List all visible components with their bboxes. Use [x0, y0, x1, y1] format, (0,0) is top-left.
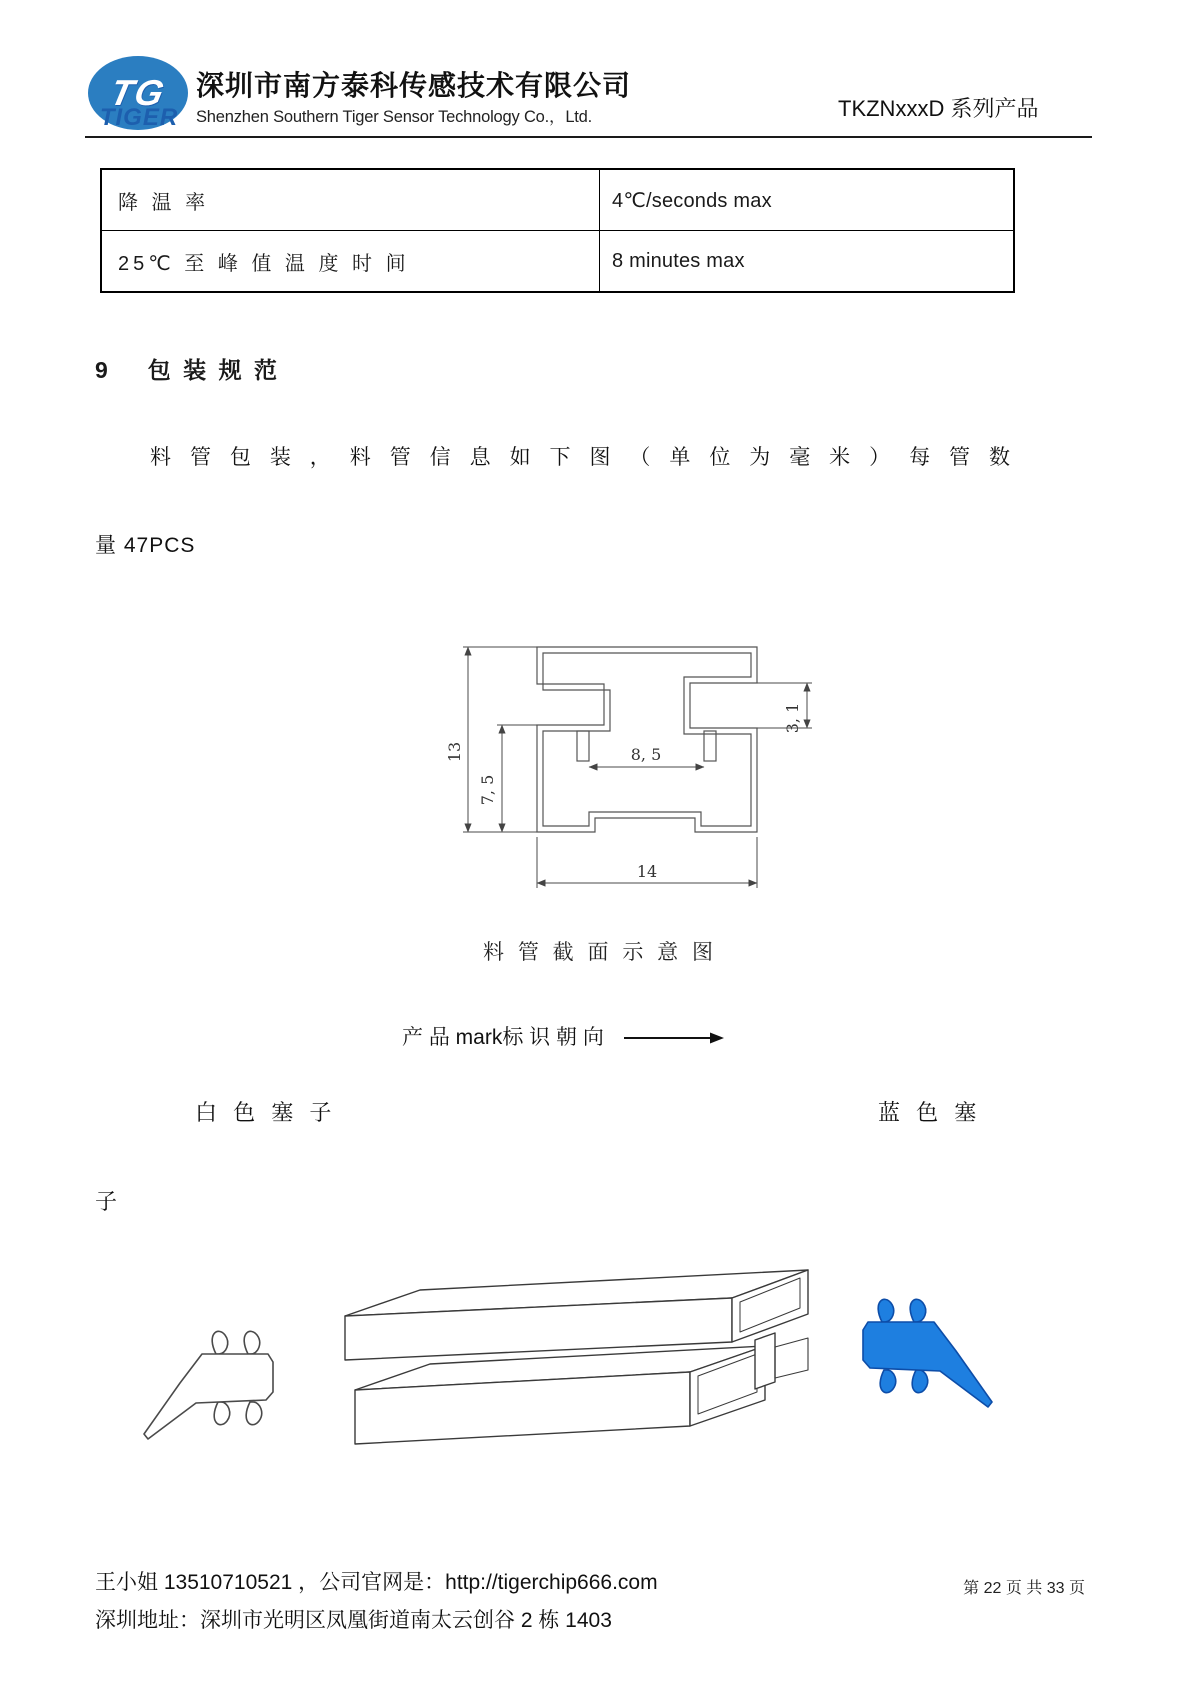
footer-address: 深圳地址：深圳市光明区凤凰街道南太云创谷 2 栋 1403 — [95, 1609, 612, 1632]
tube-cross-section-figure — [420, 592, 860, 902]
section-number: 9 — [95, 357, 108, 383]
page-number: 第 22 页 共 33 页 — [963, 1580, 1085, 1597]
table-row — [102, 170, 1013, 230]
body-paragraph-line2: 量 47PCS — [95, 534, 196, 557]
mark-orientation-note — [402, 1021, 724, 1051]
body-paragraph-line1: 料 管 包 装 ， 料 管 信 息 如 下 图 （ 单 位 为 毫 米 ） 每 管 数 — [150, 446, 1010, 469]
spec-label: 25℃ 至 峰 值 温 度 时 间 — [118, 252, 410, 275]
mark-orientation-text: 产 品 mark标 识 朝 向 — [402, 1026, 604, 1049]
section-title: 包 装 规 范 — [147, 357, 280, 383]
company-name-cn: 深圳市南方泰科传感技术有限公司 — [196, 70, 632, 101]
figure-caption: 料 管 截 面 示 意 图 — [482, 941, 717, 964]
dimension-lines — [463, 647, 812, 888]
white-plug-label: 白 色 塞 子 — [195, 1100, 337, 1125]
packing-illustration — [120, 1250, 1100, 1465]
spec-label: 降 温 率 — [118, 191, 210, 214]
logo-brand-text: TIGER — [99, 104, 179, 131]
blue-plug — [863, 1299, 992, 1407]
dim-inner-width: 8, 5 — [630, 745, 662, 764]
footer-contact: 王小姐 13510710521 ，公司官网是：http://tigerchip666.com — [95, 1571, 658, 1594]
dim-notch-height: 3, 1 — [783, 702, 802, 734]
product-series-label: TKZNxxxD 系列产品 — [838, 96, 1039, 121]
white-plug — [144, 1331, 273, 1439]
right-arrow-icon — [624, 1031, 724, 1045]
tube-bottom-slab — [355, 1346, 765, 1444]
logo-monogram: TG — [106, 72, 170, 113]
spec-value: 4℃/seconds max — [599, 170, 1013, 230]
section-heading — [95, 352, 280, 385]
company-name-en: Shenzhen Southern Tiger Sensor Technology Co.，Ltd. — [196, 108, 593, 126]
dim-pocket-height: 7, 5 — [478, 774, 497, 806]
dim-overall-width: 14 — [636, 862, 658, 881]
blue-plug-label-line1: 蓝 色 塞 — [878, 1100, 982, 1125]
header-divider — [85, 136, 1092, 138]
spec-table — [100, 168, 1015, 293]
dim-overall-height: 13 — [445, 741, 464, 763]
blue-plug-label-line2: 子 — [95, 1189, 118, 1214]
tube-profile — [537, 647, 757, 832]
table-row — [102, 230, 1013, 291]
spec-value: 8 minutes max — [599, 231, 1013, 291]
